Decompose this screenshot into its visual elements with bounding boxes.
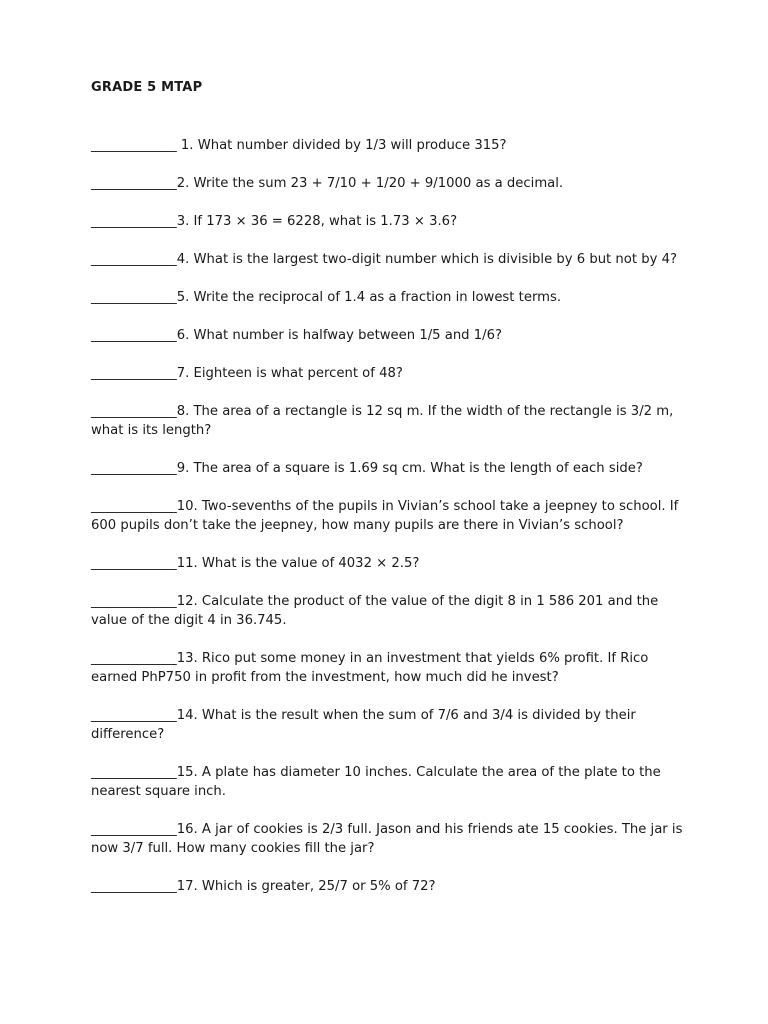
question-text: 5. Write the reciprocal of 1.4 as a fraction in lowest terms. bbox=[176, 290, 562, 305]
question-item bbox=[91, 820, 691, 858]
answer-blank: _____________ bbox=[91, 328, 177, 343]
question-text: 11. What is the value of 4032 × 2.5? bbox=[176, 556, 420, 571]
page-title: GRADE 5 MTAP bbox=[91, 80, 203, 95]
question-text: 8. The area of a rectangle is 12 sq m. If the width of the rectangle is 3/2 m, what is its length? bbox=[91, 404, 674, 438]
question-item bbox=[91, 877, 691, 896]
question-text: 2. Write the sum 23 + 7/10 + 1/20 + 9/1000 as a decimal. bbox=[176, 176, 564, 191]
question-text: 17. Which is greater, 25/7 or 5% of 72? bbox=[176, 879, 436, 894]
answer-blank: _____________ bbox=[91, 651, 177, 666]
answer-blank: _____________ bbox=[91, 214, 177, 229]
answer-blank: _____________ bbox=[91, 822, 177, 837]
question-item bbox=[91, 364, 691, 383]
answer-blank: _____________ bbox=[91, 708, 177, 723]
question-item bbox=[91, 288, 691, 307]
question-item bbox=[91, 592, 691, 630]
answer-blank: _____________ bbox=[91, 556, 177, 571]
question-item bbox=[91, 136, 691, 155]
answer-blank: _____________ bbox=[91, 461, 177, 476]
question-item bbox=[91, 554, 691, 573]
question-item bbox=[91, 706, 691, 744]
answer-blank: _____________ bbox=[91, 252, 177, 267]
question-text: 1. What number divided by 1/3 will produce 315? bbox=[180, 138, 507, 153]
question-item bbox=[91, 250, 691, 269]
question-text: 10. Two-sevenths of the pupils in Vivian’s school take a jeepney to school. If 600 pupils don’t take the jeepney, how many pupils are there in Vivian’s school? bbox=[91, 499, 679, 533]
answer-blank: _____________ bbox=[91, 176, 177, 191]
question-text: 9. The area of a square is 1.69 sq cm. What is the length of each side? bbox=[176, 461, 643, 476]
question-text: 12. Calculate the product of the value of the digit 8 in 1 586 201 and the value of the digit 4 in 36.745. bbox=[91, 594, 659, 628]
question-text: 4. What is the largest two-digit number which is divisible by 6 but not by 4? bbox=[176, 252, 677, 267]
question-item bbox=[91, 649, 691, 687]
question-item bbox=[91, 402, 691, 440]
question-text: 6. What number is halfway between 1/5 and 1/6? bbox=[176, 328, 502, 343]
answer-blank: _____________ bbox=[91, 366, 177, 381]
question-item bbox=[91, 459, 691, 478]
question-text: 13. Rico put some money in an investment that yields 6% profit. If Rico earned PhP750 in profit from the investment, how much did he invest? bbox=[91, 651, 649, 685]
question-text: 3. If 173 × 36 = 6228, what is 1.73 × 3.6? bbox=[176, 214, 458, 229]
answer-blank: _____________ bbox=[91, 138, 181, 153]
answer-blank: _____________ bbox=[91, 499, 177, 514]
question-item bbox=[91, 326, 691, 345]
question-item bbox=[91, 174, 691, 193]
answer-blank: _____________ bbox=[91, 879, 177, 894]
question-text: 7. Eighteen is what percent of 48? bbox=[176, 366, 403, 381]
answer-blank: _____________ bbox=[91, 404, 177, 419]
question-item bbox=[91, 497, 691, 535]
answer-blank: _____________ bbox=[91, 290, 177, 305]
question-text: 15. A plate has diameter 10 inches. Calculate the area of the plate to the nearest square inch. bbox=[91, 765, 661, 799]
question-item bbox=[91, 212, 691, 231]
question-list bbox=[91, 136, 691, 896]
answer-blank: _____________ bbox=[91, 765, 177, 780]
question-text: 16. A jar of cookies is 2/3 full. Jason and his friends ate 15 cookies. The jar is now 3/7 full. How many cookies fill the jar? bbox=[91, 822, 683, 856]
question-text: 14. What is the result when the sum of 7/6 and 3/4 is divided by their difference? bbox=[91, 708, 636, 742]
answer-blank: _____________ bbox=[91, 594, 177, 609]
question-item bbox=[91, 763, 691, 801]
